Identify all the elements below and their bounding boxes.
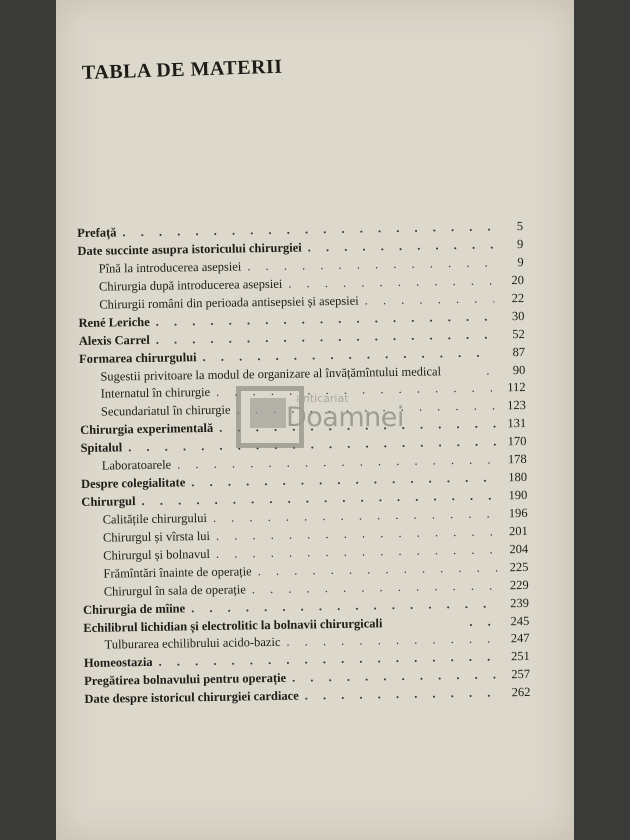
toc-entry-page: 204	[509, 541, 529, 557]
toc-entry-page: 22	[511, 290, 525, 306]
watermark-small-text: anticariat	[296, 392, 349, 405]
watermark-logo	[236, 386, 404, 450]
leader-dots	[282, 272, 494, 292]
toc-entry-page: 229	[509, 577, 529, 593]
toc-entry-title: Prefață	[77, 225, 117, 240]
toc-entry-title: Pînă la introducerea asepsiei	[98, 259, 242, 276]
toc-entry-title: Sugestii privitoare la modul de organizare al învățămîntului medical	[100, 364, 442, 384]
toc-entry-page: 90	[512, 362, 526, 378]
leader-dots	[463, 613, 499, 631]
table-of-contents	[77, 218, 531, 709]
toc-entry-page: 20	[511, 272, 525, 288]
toc-entry-title: Laboratoarele	[101, 457, 172, 473]
toc-entry-page: 262	[511, 684, 531, 700]
toc-entry-title: Chirurgii români din perioada antisepsiei și asepsiei	[99, 293, 359, 312]
leader-dots	[280, 630, 499, 650]
book-icon	[250, 398, 286, 428]
toc-entry-title: Chirurgul și bolnavul	[103, 546, 211, 563]
toc-entry-page: 9	[517, 254, 524, 270]
toc-entry-title: Chirurgia experimentală	[80, 420, 214, 437]
toc-entry-page: 131	[507, 415, 527, 431]
toc-entry-title: Homeostazia	[83, 654, 153, 670]
leader-dots	[299, 684, 501, 704]
toc-entry-page: 251	[510, 648, 530, 664]
toc-entry-page: 247	[510, 630, 530, 646]
toc-entry-page: 257	[511, 666, 531, 682]
toc-entry-page: 52	[512, 326, 525, 342]
toc-entry-page: 170	[507, 433, 527, 449]
toc-entry-page: 180	[508, 469, 528, 485]
toc-entry-title: Chirurgul și vîrsta lui	[102, 528, 211, 545]
toc-entry-title: Calitățile chirurgului	[102, 510, 207, 527]
toc-entry-title: Chirurgul în sala de operație	[103, 582, 246, 599]
toc-entry-page: 87	[512, 344, 526, 360]
toc-entry-title: Secundariatul în chirurgie	[100, 402, 231, 419]
toc-entry-title: Despre colegialitate	[80, 475, 186, 491]
toc-entry-title: Frămîntări înainte de operație	[103, 564, 252, 581]
toc-entry-page: 245	[510, 613, 530, 629]
toc-entry-page: 123	[507, 397, 526, 413]
page-title: TABLA DE MATERII	[81, 55, 283, 84]
toc-entry-page: 112	[507, 379, 526, 395]
leader-dots	[359, 290, 495, 309]
toc-entry-title: Spitalul	[80, 440, 123, 455]
leader-dots	[480, 362, 495, 379]
toc-entry-title: Date succinte asupra istoricului chirurgiei	[77, 240, 302, 258]
toc-entry-title: Chirurgul	[81, 494, 136, 509]
toc-entry-page: 178	[507, 451, 527, 467]
toc-entry-title: Internatul în chirurgie	[100, 384, 211, 401]
toc-entry-page: 190	[508, 487, 528, 503]
toc-entry-page: 225	[509, 559, 529, 575]
toc-entry-page: 201	[509, 523, 528, 539]
toc-entry-title: Chirurgia de mîine	[82, 601, 186, 617]
toc-entry-title: Pregătirea bolnavului pentru operație	[84, 670, 287, 688]
toc-entry-title: Chirurgia după introducerea asepsiei	[98, 276, 283, 294]
toc-entry-page: 5	[516, 218, 524, 234]
toc-entry-page: 196	[508, 505, 528, 521]
toc-entry-title: Alexis Carrel	[78, 332, 150, 348]
toc-entry-title: Date despre istoricul chirurgiei cardiace	[84, 688, 299, 706]
toc-entry-title: René Leriche	[78, 314, 150, 330]
toc-entry-page: 30	[511, 308, 525, 324]
toc-entry-title: Echilibrul lichidian și electrolitic la bolnavii chirurgicali	[83, 616, 383, 635]
toc-entry-page: 239	[510, 595, 530, 611]
watermark-brand: Doamnei	[286, 402, 404, 433]
toc-entry-page: 9	[516, 236, 524, 252]
toc-entry-title: Formarea chirurgului	[78, 350, 197, 366]
leader-dots	[302, 236, 494, 256]
toc-entry-title: Tulburarea echilibrului acido-bazic	[104, 634, 281, 652]
leader-dots	[286, 666, 500, 686]
